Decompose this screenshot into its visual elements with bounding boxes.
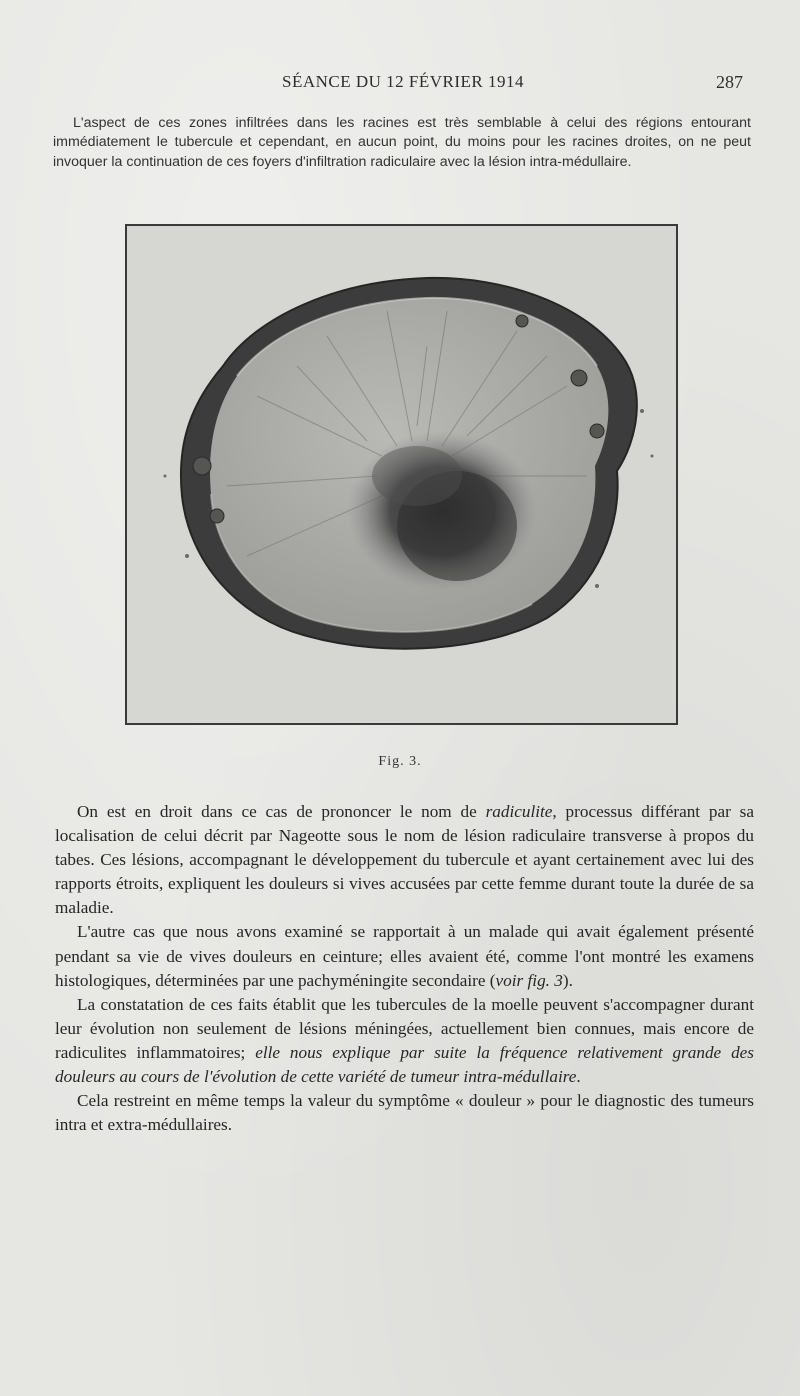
- figure-caption: Fig. 3.: [378, 754, 422, 769]
- intro-paragraph: [53, 114, 751, 172]
- spinal-cord-section-image: [127, 226, 676, 723]
- page-number: 287: [716, 72, 743, 92]
- running-head: [0, 72, 800, 96]
- paragraph-second-case: L'autre cas que nous avons examiné se rapportait à un malade qui avait également présenté pendant sa vie de vives douleurs en ceinture; elles avaient été, comme l'ont montré les examens histologiques, déterminées par une pachyméningite secondaire (voir fig. 3).: [55, 922, 754, 990]
- paragraph-radiculite: On est en droit dans ce cas de prononcer le nom de radiculite, processus différant par sa localisation de celui décrit par Nageotte sous le nom de lésion radiculaire transverse à propos du tabes. Ces lésions, accompagnant le développement du tubercule et ayant certainement avec lui des rapports étroits, expliquent les douleurs si vives accusées par cette femme durant toute la durée de sa maladie.: [55, 802, 754, 918]
- figure-micrograph: [125, 224, 678, 725]
- intro-paragraph-text: L'aspect de ces zones infiltrées dans les racines est très semblable à celui des régions entourant immédiatement le tubercule et cependant, en aucun point, du moins pour les racines droites, on ne peut invoquer la continuation de ces foyers d'infiltration radiculaire avec la lésion intra-médullaire.: [53, 115, 751, 170]
- paragraph-diagnostic: Cela restreint en même temps la valeur du symptôme « douleur » pour le diagnostic des tumeurs intra et extra-médullaires.: [55, 1091, 754, 1135]
- paragraph-conclusion: La constatation de ces faits établit que les tubercules de la moelle peuvent s'accompagner durant leur évolution non seulement de lésions méningées, actuellement bien connues, mais encore de radiculites inflammatoires; elle nous explique par suite la fréquence relativement grande des douleurs au cours de l'évolution de cette variété de tumeur intra-médullaire.: [55, 994, 754, 1087]
- body-text: [55, 800, 754, 1137]
- running-title: SÉANCE DU 12 FÉVRIER 1914: [282, 72, 525, 91]
